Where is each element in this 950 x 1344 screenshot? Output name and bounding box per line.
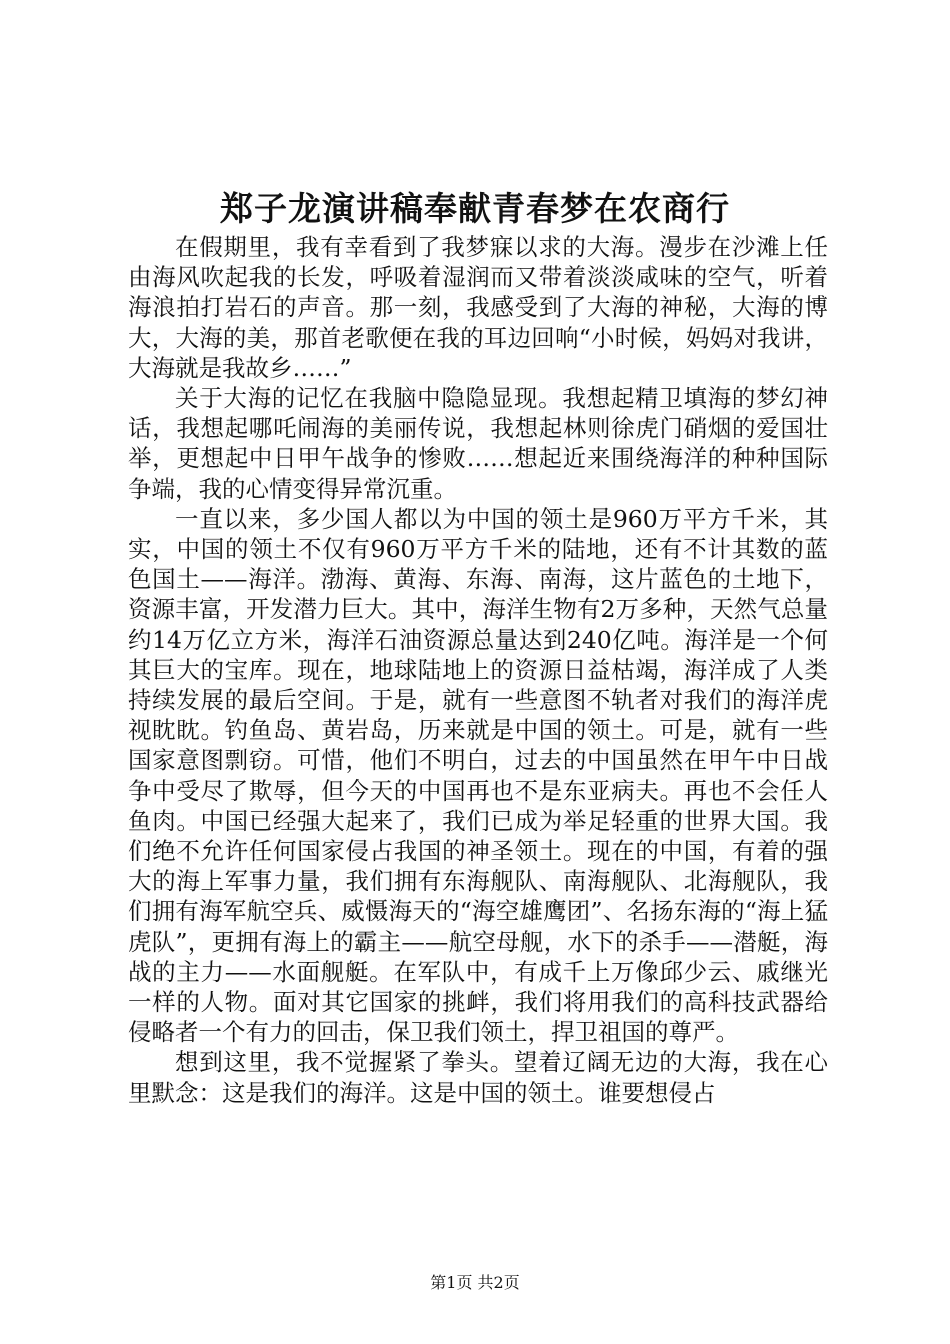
document-title: 郑子龙演讲稿奉献青春梦在农商行 (220, 189, 730, 228)
paragraph-3: 一直以来，多少国人都以为中国的领土是960万平方千米，其实，中国的领土不仅有960万平方千米的陆地，还有不计其数的蓝色国土——海洋。渤海、黄海、东海、南海，这片蓝色的土地下，资源丰富，开发潜力巨大。其中，海洋生物有2万多种，天然气总量约14万亿立方米，海洋石油资源总量达到240亿吨。海洋是一个何其巨大的宝库。现在，地球陆地上的资源日益枯竭，海洋成了人类持续发展的最后空间。于是，就有一些意图不轨者对我们的海洋虎视眈眈。钓鱼岛、黄岩岛，历来就是中国的领土。可是，就有一些国家意图剽窃。可惜，他们不明白，过去的中国虽然在甲午中日战争中受尽了欺辱，但今天的中国再也不是东亚病夫。再也不会任人鱼肉。中国已经强大起来了，我们已成为举足轻重的世界大国。我们绝不允许任何国家侵占我国的神圣领土。现在的中国，有着的强大的海上军事力量，我们拥有东海舰队、南海舰队、北海舰队，我们拥有海军航空兵、威慑海天的“海空雄鹰团”、名扬东海的“海上猛虎队”，更拥有海上的霸主——航空母舰，水下的杀手——潜艇，海战的主力——水面舰艇。在军队中，有成千上万像邱少云、戚继光一样的人物。面对其它国家的挑衅，我们将用我们的高科技武器给侵略者一个有力的回击，保卫我们领土，捍卫祖国的尊严。 (128, 504, 828, 1047)
document-body (128, 232, 828, 1108)
paragraph-2: 关于大海的记忆在我脑中隐隐显现。我想起精卫填海的梦幻神话，我想起哪吒闹海的美丽传说，我想起林则徐虎门硝烟的爱国壮举，更想起中日甲午战争的惨败……想起近来围绕海洋的种种国际争端，我的心情变得异常沉重。 (128, 384, 828, 503)
paragraph-4: 想到这里，我不觉握紧了拳头。望着辽阔无边的大海，我在心里默念：这是我们的海洋。这是中国的领土。谁要想侵占 (128, 1048, 828, 1107)
page-number-footer: 第1页 共2页 (430, 1273, 520, 1292)
paragraph-1: 在假期里，我有幸看到了我梦寐以求的大海。漫步在沙滩上任由海风吹起我的长发，呼吸着湿润而又带着淡淡咸味的空气，听着海浪拍打岩石的声音。那一刻，我感受到了大海的神秘，大海的博大，大海的美，那首老歌便在我的耳边回响“小时候，妈妈对我讲，大海就是我故乡……” (128, 233, 828, 382)
